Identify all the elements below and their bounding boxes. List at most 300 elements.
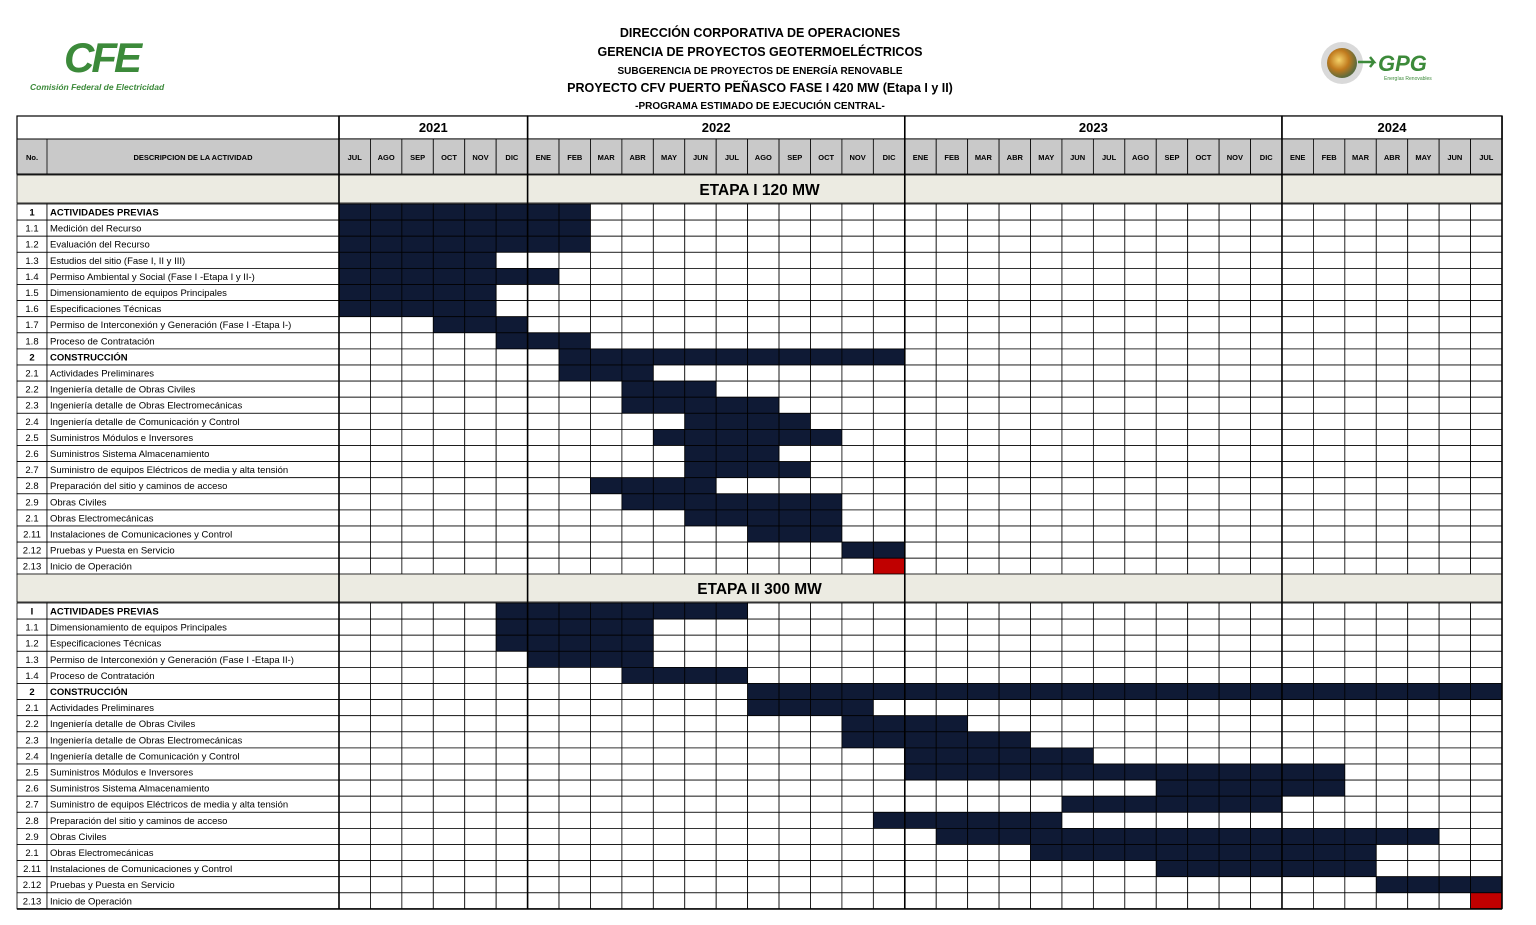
grid-cell — [1125, 333, 1156, 349]
grid-cell — [905, 478, 936, 494]
grid-cell — [905, 510, 936, 526]
grid-cell — [1125, 301, 1156, 317]
gantt-bar-cell — [936, 812, 967, 828]
grid-cell — [1376, 780, 1407, 796]
grid-cell — [905, 462, 936, 478]
month-label: AGO — [377, 153, 395, 162]
grid-cell — [1031, 700, 1062, 716]
grid-cell — [590, 317, 621, 333]
grid-cell — [528, 526, 559, 542]
grid-cell — [936, 510, 967, 526]
grid-cell — [1313, 446, 1344, 462]
grid-cell — [433, 893, 464, 909]
gantt-bar-cell — [810, 429, 841, 445]
grid-cell — [1345, 478, 1376, 494]
grid-cell — [1219, 478, 1250, 494]
grid-cell — [905, 494, 936, 510]
grid-cell — [433, 397, 464, 413]
grid-cell — [496, 301, 527, 317]
activity-number: 1.7 — [25, 320, 39, 332]
grid-cell — [1282, 268, 1313, 284]
grid-cell — [685, 716, 716, 732]
gantt-bar-cell — [1062, 764, 1093, 780]
grid-cell — [1219, 429, 1250, 445]
grid-cell — [1062, 700, 1093, 716]
grid-cell — [685, 220, 716, 236]
grid-cell — [936, 462, 967, 478]
grid-cell — [999, 462, 1030, 478]
grid-cell — [1062, 268, 1093, 284]
grid-cell — [1219, 732, 1250, 748]
grid-cell — [1062, 365, 1093, 381]
section-title: ETAPA II 300 MW — [697, 581, 822, 598]
grid-cell — [1251, 413, 1282, 429]
grid-cell — [968, 381, 999, 397]
grid-cell — [1188, 812, 1219, 828]
grid-cell — [1282, 301, 1313, 317]
gantt-bar-cell — [748, 526, 779, 542]
month-label: DIC — [1259, 153, 1273, 162]
grid-cell — [590, 684, 621, 700]
grid-cell — [465, 764, 496, 780]
grid-cell — [716, 877, 747, 893]
grid-cell — [528, 252, 559, 268]
grid-cell — [528, 317, 559, 333]
grid-cell — [779, 748, 810, 764]
grid-cell — [1282, 510, 1313, 526]
gantt-bar-cell — [590, 651, 621, 667]
gantt-bar-cell — [1093, 764, 1124, 780]
grid-cell — [496, 667, 527, 683]
grid-cell — [1376, 333, 1407, 349]
grid-cell — [1345, 349, 1376, 365]
gantt-bar-cell — [779, 684, 810, 700]
grid-cell — [873, 877, 904, 893]
grid-cell — [653, 893, 684, 909]
month-label: JUN — [692, 153, 708, 162]
gantt-bar-cell — [370, 301, 401, 317]
grid-cell — [496, 494, 527, 510]
grid-cell — [1439, 619, 1470, 635]
grid-cell — [1188, 893, 1219, 909]
grid-cell — [905, 796, 936, 812]
grid-cell — [873, 333, 904, 349]
grid-cell — [873, 828, 904, 844]
activity-description: Preparación del sitio y caminos de acceso — [50, 815, 228, 827]
grid-cell — [1031, 446, 1062, 462]
grid-cell — [1471, 828, 1502, 844]
gantt-bar-cell — [1188, 861, 1219, 877]
grid-cell — [1376, 446, 1407, 462]
grid-cell — [559, 285, 590, 301]
gantt-bar-cell — [1471, 684, 1502, 700]
grid-cell — [433, 526, 464, 542]
grid-cell — [1188, 252, 1219, 268]
grid-cell — [905, 204, 936, 220]
grid-cell — [810, 651, 841, 667]
gantt-bar-cell — [622, 494, 653, 510]
grid-cell — [1251, 619, 1282, 635]
grid-cell — [622, 716, 653, 732]
grid-cell — [528, 301, 559, 317]
grid-cell — [496, 651, 527, 667]
grid-cell — [339, 716, 370, 732]
grid-cell — [1439, 542, 1470, 558]
grid-cell — [716, 285, 747, 301]
grid-cell — [1031, 780, 1062, 796]
grid-cell — [559, 558, 590, 574]
month-label: OCT — [818, 153, 835, 162]
grid-cell — [842, 301, 873, 317]
gantt-bar-cell — [905, 812, 936, 828]
activity-number: 1.1 — [25, 223, 39, 235]
grid-cell — [873, 796, 904, 812]
grid-cell — [1313, 667, 1344, 683]
gantt-bar-cell — [748, 397, 779, 413]
gantt-bar-cell — [873, 349, 904, 365]
grid-cell — [716, 893, 747, 909]
gantt-bar-cell — [1376, 684, 1407, 700]
grid-cell — [842, 780, 873, 796]
grid-cell — [370, 333, 401, 349]
gantt-bar-cell — [685, 603, 716, 619]
gantt-bar-cell — [779, 429, 810, 445]
grid-cell — [402, 780, 433, 796]
grid-cell — [1345, 333, 1376, 349]
grid-cell — [402, 667, 433, 683]
grid-cell — [1219, 526, 1250, 542]
grid-cell — [370, 828, 401, 844]
grid-cell — [1156, 220, 1187, 236]
grid-cell — [716, 365, 747, 381]
grid-cell — [653, 877, 684, 893]
grid-cell — [1471, 796, 1502, 812]
grid-cell — [1219, 413, 1250, 429]
grid-cell — [685, 796, 716, 812]
grid-cell — [748, 861, 779, 877]
grid-cell — [1251, 285, 1282, 301]
gantt-bar-cell — [339, 268, 370, 284]
grid-cell — [1093, 812, 1124, 828]
grid-cell — [370, 446, 401, 462]
grid-cell — [936, 381, 967, 397]
gantt-bar-cell — [968, 684, 999, 700]
grid-cell — [810, 220, 841, 236]
grid-cell — [968, 700, 999, 716]
grid-cell — [653, 716, 684, 732]
grid-cell — [590, 381, 621, 397]
grid-cell — [1471, 558, 1502, 574]
grid-cell — [559, 667, 590, 683]
grid-cell — [1408, 285, 1439, 301]
activity-number: 2.8 — [25, 815, 39, 827]
grid-cell — [1093, 716, 1124, 732]
gantt-bar-cell — [465, 301, 496, 317]
grid-cell — [1156, 635, 1187, 651]
activity-description: Suministro de equipos Eléctricos de media y alta tensión — [50, 799, 289, 811]
grid-cell — [779, 397, 810, 413]
grid-cell — [1188, 732, 1219, 748]
grid-cell — [1408, 526, 1439, 542]
grid-cell — [1439, 716, 1470, 732]
gantt-bar-cell — [905, 748, 936, 764]
grid-cell — [1282, 748, 1313, 764]
grid-cell — [905, 301, 936, 317]
grid-cell — [716, 845, 747, 861]
grid-cell — [1031, 526, 1062, 542]
header-line-4: PROYECTO CFV PUERTO PEÑASCO FASE I 420 MW (Etapa I y II) — [567, 81, 953, 95]
gantt-bar-cell — [936, 764, 967, 780]
grid-cell — [622, 861, 653, 877]
month-label: ENE — [535, 153, 552, 162]
grid-cell — [402, 462, 433, 478]
grid-cell — [873, 317, 904, 333]
grid-cell — [748, 603, 779, 619]
grid-cell — [653, 236, 684, 252]
gantt-bar-cell — [968, 828, 999, 844]
grid-cell — [339, 478, 370, 494]
grid-cell — [1251, 558, 1282, 574]
grid-cell — [1219, 558, 1250, 574]
grid-cell — [905, 861, 936, 877]
grid-cell — [1188, 478, 1219, 494]
grid-cell — [339, 603, 370, 619]
grid-cell — [559, 796, 590, 812]
grid-cell — [1251, 635, 1282, 651]
grid-cell — [1376, 667, 1407, 683]
grid-cell — [1345, 635, 1376, 651]
grid-cell — [873, 667, 904, 683]
activity-description: Permiso de Interconexión y Generación (Fase I -Etapa I-) — [50, 320, 292, 332]
activity-description: Suministros Módulos e Inversores — [50, 432, 194, 444]
grid-cell — [905, 285, 936, 301]
grid-cell — [810, 780, 841, 796]
gantt-bar-cell — [716, 510, 747, 526]
grid-cell — [1062, 861, 1093, 877]
grid-cell — [465, 893, 496, 909]
year-label: 2021 — [418, 120, 448, 135]
gantt-bar-cell — [370, 252, 401, 268]
grid-cell — [1408, 349, 1439, 365]
gantt-bar-cell — [559, 635, 590, 651]
grid-cell — [559, 877, 590, 893]
gantt-bar-cell — [685, 429, 716, 445]
grid-cell — [339, 446, 370, 462]
grid-cell — [779, 651, 810, 667]
grid-cell — [590, 700, 621, 716]
activity-description: Suministros Sistema Almacenamiento — [50, 783, 210, 795]
grid-cell — [748, 478, 779, 494]
gantt-bar-cell — [842, 684, 873, 700]
grid-cell — [1376, 397, 1407, 413]
grid-cell — [653, 268, 684, 284]
grid-cell — [685, 542, 716, 558]
grid-cell — [842, 462, 873, 478]
grid-cell — [465, 397, 496, 413]
grid-cell — [810, 877, 841, 893]
grid-cell — [370, 413, 401, 429]
grid-cell — [433, 494, 464, 510]
grid-cell — [685, 893, 716, 909]
grid-cell — [999, 877, 1030, 893]
grid-cell — [1219, 236, 1250, 252]
grid-cell — [370, 365, 401, 381]
grid-cell — [559, 510, 590, 526]
gantt-bar-cell — [590, 349, 621, 365]
grid-cell — [1471, 462, 1502, 478]
grid-cell — [1345, 220, 1376, 236]
gantt-bar-cell — [779, 349, 810, 365]
grid-cell — [1439, 651, 1470, 667]
grid-cell — [1376, 861, 1407, 877]
grid-cell — [1125, 446, 1156, 462]
gantt-bar-cell — [685, 667, 716, 683]
year-label: 2023 — [1078, 120, 1108, 135]
grid-cell — [590, 748, 621, 764]
grid-cell — [1345, 651, 1376, 667]
grid-cell — [716, 828, 747, 844]
grid-cell — [1125, 558, 1156, 574]
grid-cell — [779, 845, 810, 861]
grid-cell — [433, 619, 464, 635]
grid-cell — [370, 478, 401, 494]
grid-cell — [653, 413, 684, 429]
grid-cell — [873, 619, 904, 635]
grid-cell — [1408, 413, 1439, 429]
grid-cell — [1345, 542, 1376, 558]
grid-cell — [999, 796, 1030, 812]
grid-cell — [1125, 716, 1156, 732]
gantt-bar-cell — [716, 494, 747, 510]
grid-cell — [716, 252, 747, 268]
gantt-bar-cell — [1313, 861, 1344, 877]
grid-cell — [1376, 526, 1407, 542]
grid-cell — [465, 413, 496, 429]
grid-cell — [779, 220, 810, 236]
grid-cell — [810, 333, 841, 349]
grid-cell — [528, 764, 559, 780]
milestone-marker — [873, 558, 904, 574]
grid-cell — [685, 845, 716, 861]
gantt-bar-cell — [1313, 684, 1344, 700]
grid-cell — [622, 301, 653, 317]
gantt-bar-cell — [1282, 861, 1313, 877]
gantt-bar-cell — [370, 236, 401, 252]
grid-cell — [842, 413, 873, 429]
grid-cell — [716, 651, 747, 667]
grid-cell — [936, 397, 967, 413]
grid-cell — [590, 397, 621, 413]
grid-cell — [1188, 542, 1219, 558]
gantt-bar-cell — [716, 429, 747, 445]
grid-cell — [1125, 667, 1156, 683]
grid-cell — [685, 780, 716, 796]
grid-cell — [1439, 893, 1470, 909]
grid-cell — [1313, 285, 1344, 301]
grid-cell — [465, 732, 496, 748]
grid-cell — [653, 510, 684, 526]
grid-cell — [748, 828, 779, 844]
grid-cell — [1156, 812, 1187, 828]
grid-cell — [905, 635, 936, 651]
grid-cell — [1188, 510, 1219, 526]
grid-cell — [433, 446, 464, 462]
grid-cell — [433, 684, 464, 700]
grid-cell — [339, 542, 370, 558]
grid-cell — [465, 861, 496, 877]
grid-cell — [433, 700, 464, 716]
grid-cell — [748, 285, 779, 301]
grid-cell — [1062, 204, 1093, 220]
grid-cell — [1093, 526, 1124, 542]
grid-cell — [1439, 268, 1470, 284]
grid-cell — [810, 397, 841, 413]
grid-cell — [779, 542, 810, 558]
grid-cell — [465, 526, 496, 542]
grid-cell — [1062, 413, 1093, 429]
grid-cell — [559, 301, 590, 317]
grid-cell — [1376, 635, 1407, 651]
grid-cell — [999, 780, 1030, 796]
grid-cell — [685, 861, 716, 877]
grid-cell — [590, 333, 621, 349]
grid-cell — [370, 748, 401, 764]
grid-cell — [370, 635, 401, 651]
month-label: ABR — [629, 153, 646, 162]
grid-cell — [370, 603, 401, 619]
grid-cell — [999, 349, 1030, 365]
grid-cell — [1251, 542, 1282, 558]
grid-cell — [559, 478, 590, 494]
grid-cell — [1031, 301, 1062, 317]
grid-cell — [1282, 812, 1313, 828]
activity-number: 1.4 — [25, 670, 39, 682]
grid-cell — [1125, 236, 1156, 252]
grid-cell — [402, 603, 433, 619]
grid-cell — [905, 845, 936, 861]
gantt-bar-cell — [999, 828, 1030, 844]
grid-cell — [685, 301, 716, 317]
gantt-bar-cell — [968, 812, 999, 828]
grid-cell — [968, 845, 999, 861]
grid-cell — [1251, 429, 1282, 445]
grid-cell — [1439, 446, 1470, 462]
gantt-bar-cell — [1345, 828, 1376, 844]
grid-cell — [1376, 603, 1407, 619]
grid-cell — [1313, 796, 1344, 812]
grid-cell — [339, 700, 370, 716]
grid-cell — [1156, 651, 1187, 667]
activity-description: CONSTRUCCIÓN — [50, 352, 128, 364]
grid-cell — [1125, 542, 1156, 558]
grid-cell — [1251, 732, 1282, 748]
grid-cell — [779, 558, 810, 574]
grid-cell — [402, 558, 433, 574]
grid-cell — [653, 700, 684, 716]
grid-cell — [622, 429, 653, 445]
gantt-bar-cell — [496, 317, 527, 333]
grid-cell — [653, 317, 684, 333]
grid-cell — [999, 478, 1030, 494]
grid-cell — [1062, 893, 1093, 909]
grid-cell — [936, 845, 967, 861]
gantt-bar-cell — [685, 349, 716, 365]
grid-cell — [465, 684, 496, 700]
grid-cell — [590, 812, 621, 828]
grid-cell — [1125, 204, 1156, 220]
gantt-bar-cell — [433, 317, 464, 333]
grid-cell — [1408, 220, 1439, 236]
